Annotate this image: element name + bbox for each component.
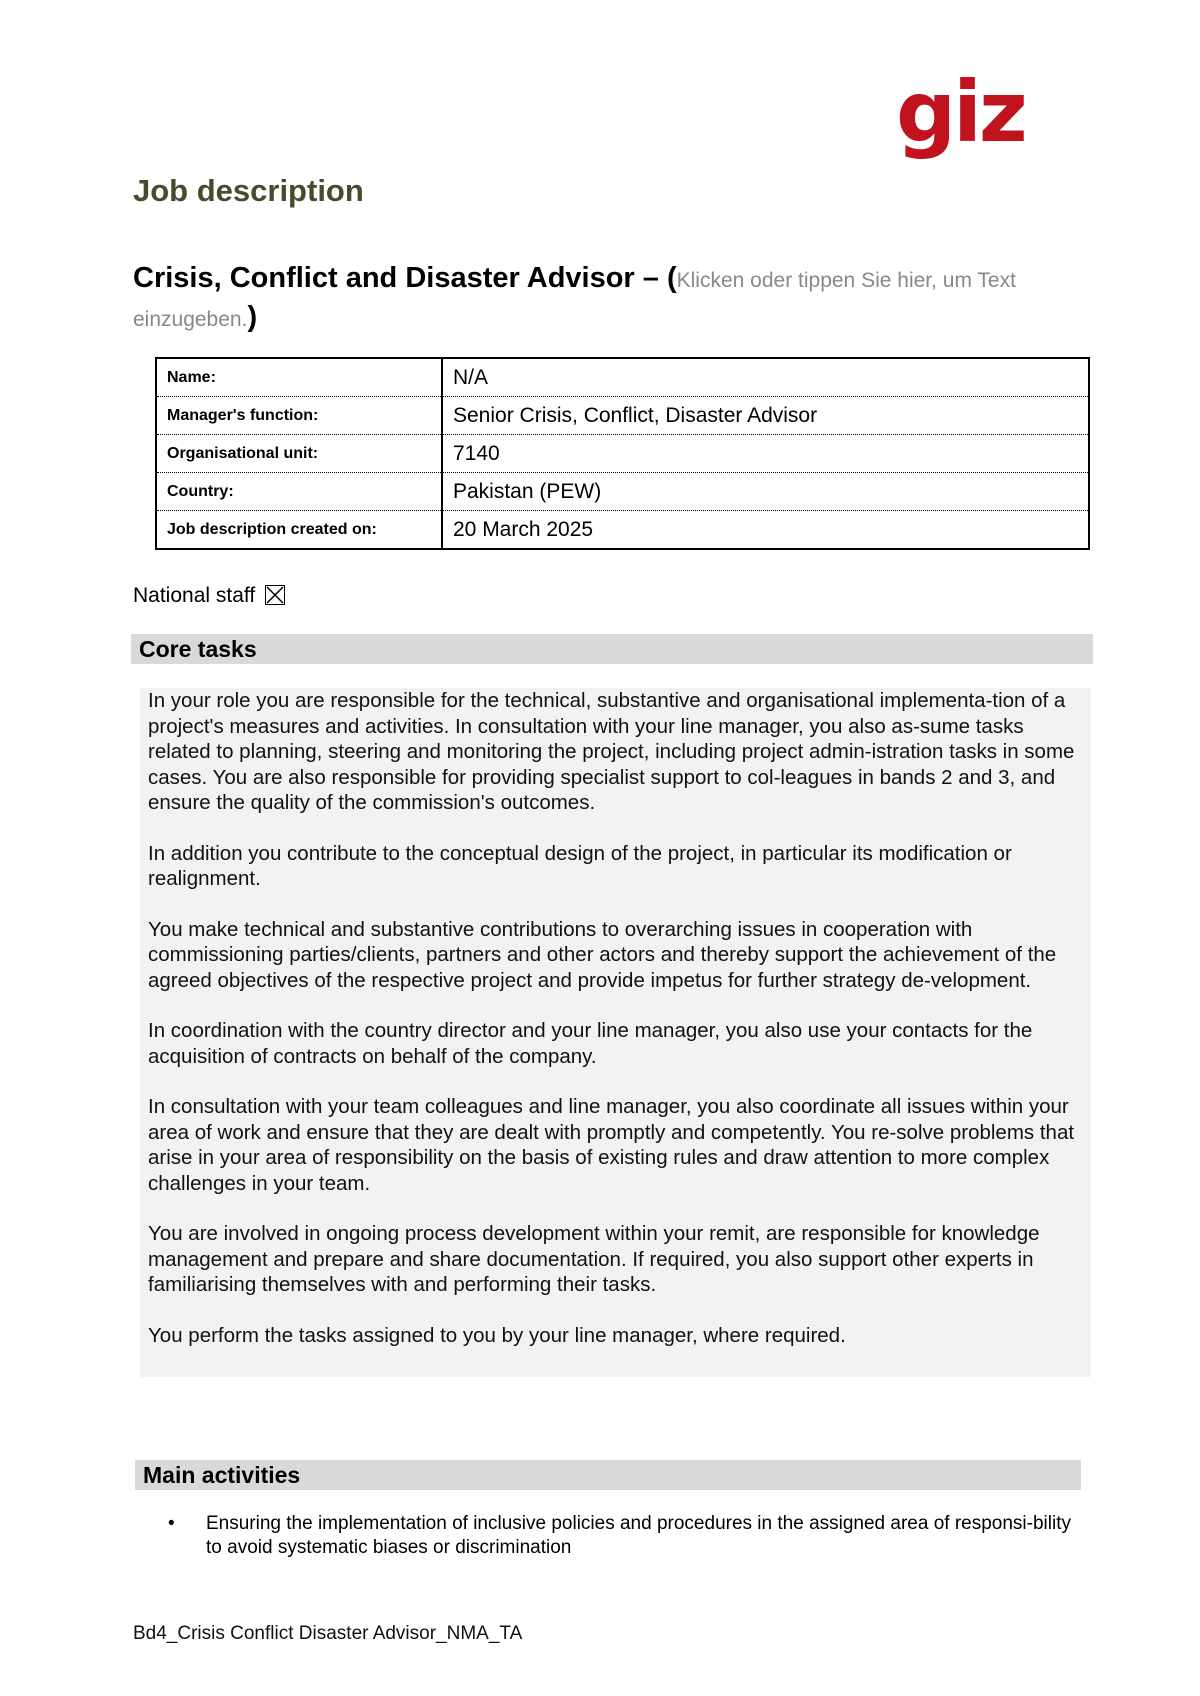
list-item xyxy=(160,1512,1090,1560)
job-meta-table xyxy=(155,357,1090,550)
table-row xyxy=(156,358,1089,397)
giz-logo: giz xyxy=(896,63,1025,161)
job-title-text: Crisis, Conflict and Disaster Advisor – ( xyxy=(133,262,677,294)
meta-label: Country: xyxy=(156,473,442,511)
core-tasks-paragraph: In addition you contribute to the conceptual design of the project, in particular its modification or realignment. xyxy=(148,841,1012,890)
table-row xyxy=(156,511,1089,550)
core-tasks-paragraph: You are involved in ongoing process development within your remit, are responsible for knowledge management and prepare and share documentation. If required, you also support other experts in familiarising themselves with and performing their tasks. xyxy=(148,1222,1040,1296)
core-tasks-paragraph: In coordination with the country director and your line manager, you also use your contacts for the acquisition of contracts on behalf of the company. xyxy=(148,1019,1033,1068)
meta-label: Manager's function: xyxy=(156,397,442,435)
checkbox-cross-icon xyxy=(266,586,284,604)
activity-text: Ensuring the implementation of inclusive policies and procedures in the assigned area of responsi-bility to avoid systematic biases or discrimination xyxy=(206,1513,1071,1558)
core-tasks-content xyxy=(140,688,1091,1377)
table-row xyxy=(156,473,1089,511)
job-title-closing: ) xyxy=(247,301,258,333)
national-staff-label: National staff xyxy=(133,584,256,607)
core-tasks-heading: Core tasks xyxy=(131,634,1093,664)
meta-value: 7140 xyxy=(442,435,1089,473)
meta-label: Name: xyxy=(156,358,442,397)
bullet-icon: • xyxy=(168,1513,175,1534)
core-tasks-paragraph: In consultation with your team colleagues and line manager, you also coordinate all issues within your area of work and ensure that they are dealt with promptly and competently. You re-solve problems that arise in your area of responsibility on the basis of existing rules and draw attention to more complex challenges in your team. xyxy=(148,1095,1075,1195)
table-row xyxy=(156,435,1089,473)
document-title: Job description xyxy=(133,173,364,208)
core-tasks-paragraph: You perform the tasks assigned to you by your line manager, where required. xyxy=(148,1323,846,1347)
core-tasks-paragraph: In your role you are responsible for the technical, substantive and organisational implementa-tion of a project's measures and activities. In consultation with your line manager, you also as-sume tasks related to planning, steering and monitoring the project, including project admin-istration tasks in some cases. You are also responsible for providing specialist support to col-leagues in bands 2 and 3, and ensure the quality of the commission's outcomes. xyxy=(148,689,1075,814)
table-row xyxy=(156,397,1089,435)
document-footer: Bd4_Crisis Conflict Disaster Advisor_NMA_TA xyxy=(133,1623,523,1644)
main-activities-list xyxy=(160,1512,1090,1560)
meta-value: Senior Crisis, Conflict, Disaster Advisor xyxy=(442,397,1089,435)
job-title-placeholder[interactable]: Klicken oder tippen Sie hier, um Text einzugeben. xyxy=(133,269,1016,331)
national-staff-row xyxy=(133,583,285,609)
meta-value: 20 March 2025 xyxy=(453,517,594,541)
main-activities-heading: Main activities xyxy=(135,1460,1081,1490)
meta-label: Organisational unit: xyxy=(156,435,442,473)
core-tasks-paragraph: You make technical and substantive contributions to overarching issues in cooperation with commissioning parties/clients, partners and other actors and thereby support the achievement of the agreed objectives of the respective project and provide impetus for further strategy de-velopment. xyxy=(148,917,1057,992)
job-title xyxy=(133,260,1093,338)
meta-label: Job description created on: xyxy=(156,511,442,550)
meta-value: Pakistan (PEW) xyxy=(442,473,1089,511)
meta-value: N/A xyxy=(442,358,1089,397)
national-staff-checkbox[interactable] xyxy=(265,585,285,605)
